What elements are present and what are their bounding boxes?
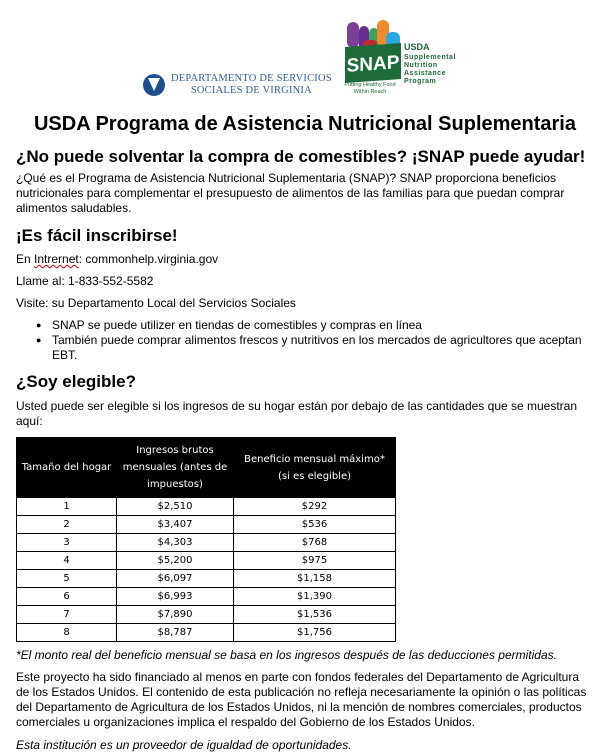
visit-line: Visite: su Departamento Local del Servicios Sociales <box>16 296 296 310</box>
table-row <box>17 570 396 588</box>
online-prefix: En <box>16 252 31 266</box>
table-cell: $1,756 <box>234 624 396 642</box>
snap-program-line: Program <box>404 78 437 85</box>
section-heading-eligible: ¿Soy elegible? <box>16 372 136 391</box>
table-cell: 4 <box>17 552 117 570</box>
online-line <box>16 252 591 267</box>
vdss-seal-icon <box>143 74 165 96</box>
list-item: ● SNAP se puede utilizer en tiendas de comestibles y compras en línea <box>38 318 593 333</box>
vdss-line1: DEPARTAMENTO DE SERVICIOS <box>171 73 332 84</box>
table-cell: 6 <box>17 588 117 606</box>
vdss-line2: SOCIALES DE VIRGINIA <box>190 85 312 96</box>
table-cell: 1 <box>17 498 117 516</box>
table-cell: 3 <box>17 534 117 552</box>
table-cell: $2,510 <box>117 498 234 516</box>
table-cell: $768 <box>234 534 396 552</box>
header-max-benefit: Beneficio mensual máximo* (si es elegible) <box>234 438 396 498</box>
table-cell: 8 <box>17 624 117 642</box>
section-heading-enroll: ¡Es fácil inscribirse! <box>16 226 178 245</box>
header-gross-income: Ingresos brutos mensuales (antes de impuestos) <box>117 438 234 498</box>
table-cell: $8,787 <box>117 624 234 642</box>
snap-description: ¿Qué es el Programa de Asistencia Nutricional Suplementaria (SNAP)? SNAP proporciona beneficios nutricionales para complementar el presupuesto de alimentos de las familias para que puedan comprar alimentos saludables. <box>16 171 565 215</box>
page-title: USDA Programa de Asistencia Nutricional Suplementaria <box>33 113 576 135</box>
table-cell: $4,303 <box>117 534 234 552</box>
footnote: *El monto real del beneficio mensual se basa en los ingresos después de las deducciones permitidas. <box>16 648 557 662</box>
snap-program-line: Nutrition <box>404 62 438 69</box>
table-cell: $6,097 <box>117 570 234 588</box>
snap-program-line: Supplemental <box>404 54 456 61</box>
table-cell: $1,158 <box>234 570 396 588</box>
snap-tagline: Putting Healthy Food Within Reach <box>344 82 396 95</box>
table-cell: $536 <box>234 516 396 534</box>
snap-word: SNAP <box>345 43 401 83</box>
disclaimer: Este proyecto ha sido financiado al menos en parte con fondos federales del Departamento de Agricultura de los Estados Unidos. El contenido de esta publicación no refleja necesariamente la opinión o las políticas del Departamento de Agricultura de los Estados Unidos, ni la mención de nombres comerciales, productos comerciales u organizaciones implica el respaldo del Gobierno de los Estados Unidos. <box>16 670 587 729</box>
table-cell: $1,390 <box>234 588 396 606</box>
table-cell: 2 <box>17 516 117 534</box>
table-row <box>17 516 396 534</box>
table-row <box>17 624 396 642</box>
table-row <box>17 534 396 552</box>
section-heading-snap: ¿No puede solventar la compra de comestibles? ¡SNAP puede ayudar! <box>16 147 586 166</box>
table-row <box>17 498 396 516</box>
table-cell: $3,407 <box>117 516 234 534</box>
table-row <box>17 606 396 624</box>
eligibility-table <box>16 437 396 642</box>
table-cell: 5 <box>17 570 117 588</box>
equal-opportunity: Esta institución es un proveedor de igualdad de oportunidades. <box>16 738 352 752</box>
table-cell: $292 <box>234 498 396 516</box>
header-household-size: Tamaño del hogar <box>17 438 117 498</box>
snap-program-line: Assistance <box>404 70 446 77</box>
table-cell: $975 <box>234 552 396 570</box>
bullet-list <box>38 318 593 363</box>
table-row <box>17 588 396 606</box>
vdss-logo <box>143 73 332 97</box>
table-cell: $7,890 <box>117 606 234 624</box>
online-word: Intrernet <box>34 252 79 266</box>
eligibility-intro: Usted puede ser elegible si los ingresos de su hogar están por debajo de las cantidades que se muestran aquí: <box>16 399 578 428</box>
phone-line: Llame al: 1-833-552-5582 <box>16 274 154 288</box>
snap-logo <box>337 20 467 96</box>
food-icon <box>347 22 359 48</box>
list-item: ● También puede comprar alimentos frescos y nutritivos en los mercados de agricultores que aceptan EBT. <box>38 333 593 363</box>
table-cell: $5,200 <box>117 552 234 570</box>
snap-usda: USDA <box>404 42 430 52</box>
table-cell: $6,993 <box>117 588 234 606</box>
table-row <box>17 552 396 570</box>
online-url: : commonhelp.virginia.gov <box>78 252 219 266</box>
table-cell: $1,536 <box>234 606 396 624</box>
table-cell: 7 <box>17 606 117 624</box>
